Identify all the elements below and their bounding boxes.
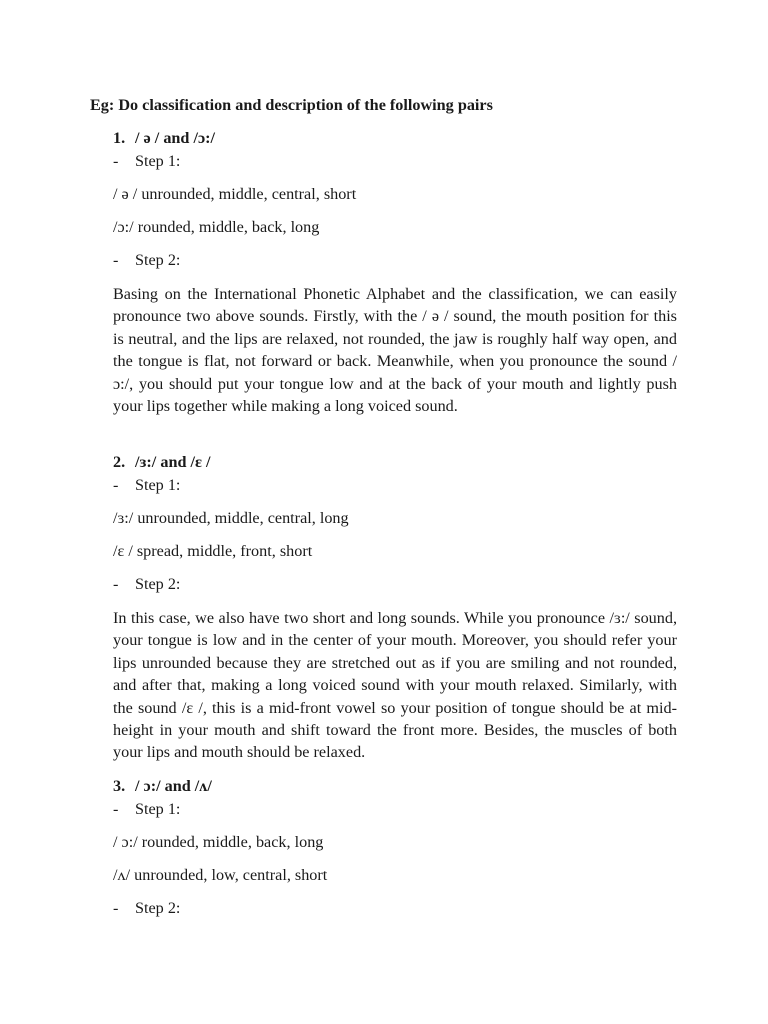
bullet-dash: - (113, 575, 119, 593)
pair-2-number: 2. (113, 453, 126, 471)
bullet-dash: - (113, 476, 119, 494)
pair-3-number: 3. (113, 777, 126, 795)
pair-2-paragraph: In this case, we also have two short and long sounds. While you pronounce /ɜ:/ sound, your tongue is low and in the center of your mouth. Moreover, you should refer your lips unrounded because they are stretched out as if you are smiling and not rounded, and after that, making a long voiced sound with your mouth relaxed. Similarly, with the sound /ɛ /, this is a mid-front vowel so your position of tongue should be at mid-height in your mouth and shift toward the front more. Besides, the muscles of both your lips and mouth should be relaxed. (113, 609, 677, 762)
pair-3-item-1: / ɔ:/ rounded, middle, back, long (113, 833, 324, 851)
pair-1-item-2: /ɔ:/ rounded, middle, back, long (113, 218, 320, 236)
pair-2-step-1 (113, 474, 180, 496)
pair-3-step-2 (113, 897, 180, 919)
bullet-dash: - (113, 800, 119, 818)
pair-1-title (113, 127, 215, 149)
pair-1-item-1: / ə / unrounded, middle, central, short (113, 185, 357, 203)
step-label: Step 2: (135, 575, 181, 593)
pair-2-title-text: /ɜ:/ and /ɛ / (135, 453, 211, 471)
pair-3-item-2: /ʌ/ unrounded, low, central, short (113, 866, 328, 884)
pair-1-paragraph: Basing on the International Phonetic Alphabet and the classification, we can easily pronounce two above sounds. Firstly, with the / ə / sound, the mouth position for this is neutral, and the lips are relaxed, not rounded, the jaw is roughly half way open, and the tongue is flat, not forward or back. Meanwhile, when you pronounce the sound /ɔ:/, you should put your tongue low and at the back of your mouth and lightly push your lips together while making a long voiced sound. (113, 285, 677, 416)
step-label: Step 1: (135, 800, 181, 818)
bullet-dash: - (113, 899, 119, 917)
step-label: Step 1: (135, 476, 181, 494)
pair-1-title-text: / ə / and /ɔ:/ (135, 129, 216, 147)
pair-3-title-text: / ɔ:/ and /ʌ/ (135, 777, 212, 795)
step-label: Step 1: (135, 152, 181, 170)
pair-2-item-1: /ɜ:/ unrounded, middle, central, long (113, 509, 349, 527)
pair-1-step-2 (113, 249, 180, 271)
step-label: Step 2: (135, 899, 181, 917)
pair-1-number: 1. (113, 129, 126, 147)
pair-3-step-1 (113, 798, 180, 820)
page-heading: Eg: Do classification and description of the following pairs (90, 96, 493, 114)
bullet-dash: - (113, 152, 119, 170)
pair-1-step-1 (113, 150, 180, 172)
pair-2-title (113, 451, 210, 473)
bullet-dash: - (113, 251, 119, 269)
pair-2-item-2: /ɛ / spread, middle, front, short (113, 542, 313, 560)
step-label: Step 2: (135, 251, 181, 269)
pair-2-step-2 (113, 573, 180, 595)
pair-3-title (113, 775, 212, 797)
